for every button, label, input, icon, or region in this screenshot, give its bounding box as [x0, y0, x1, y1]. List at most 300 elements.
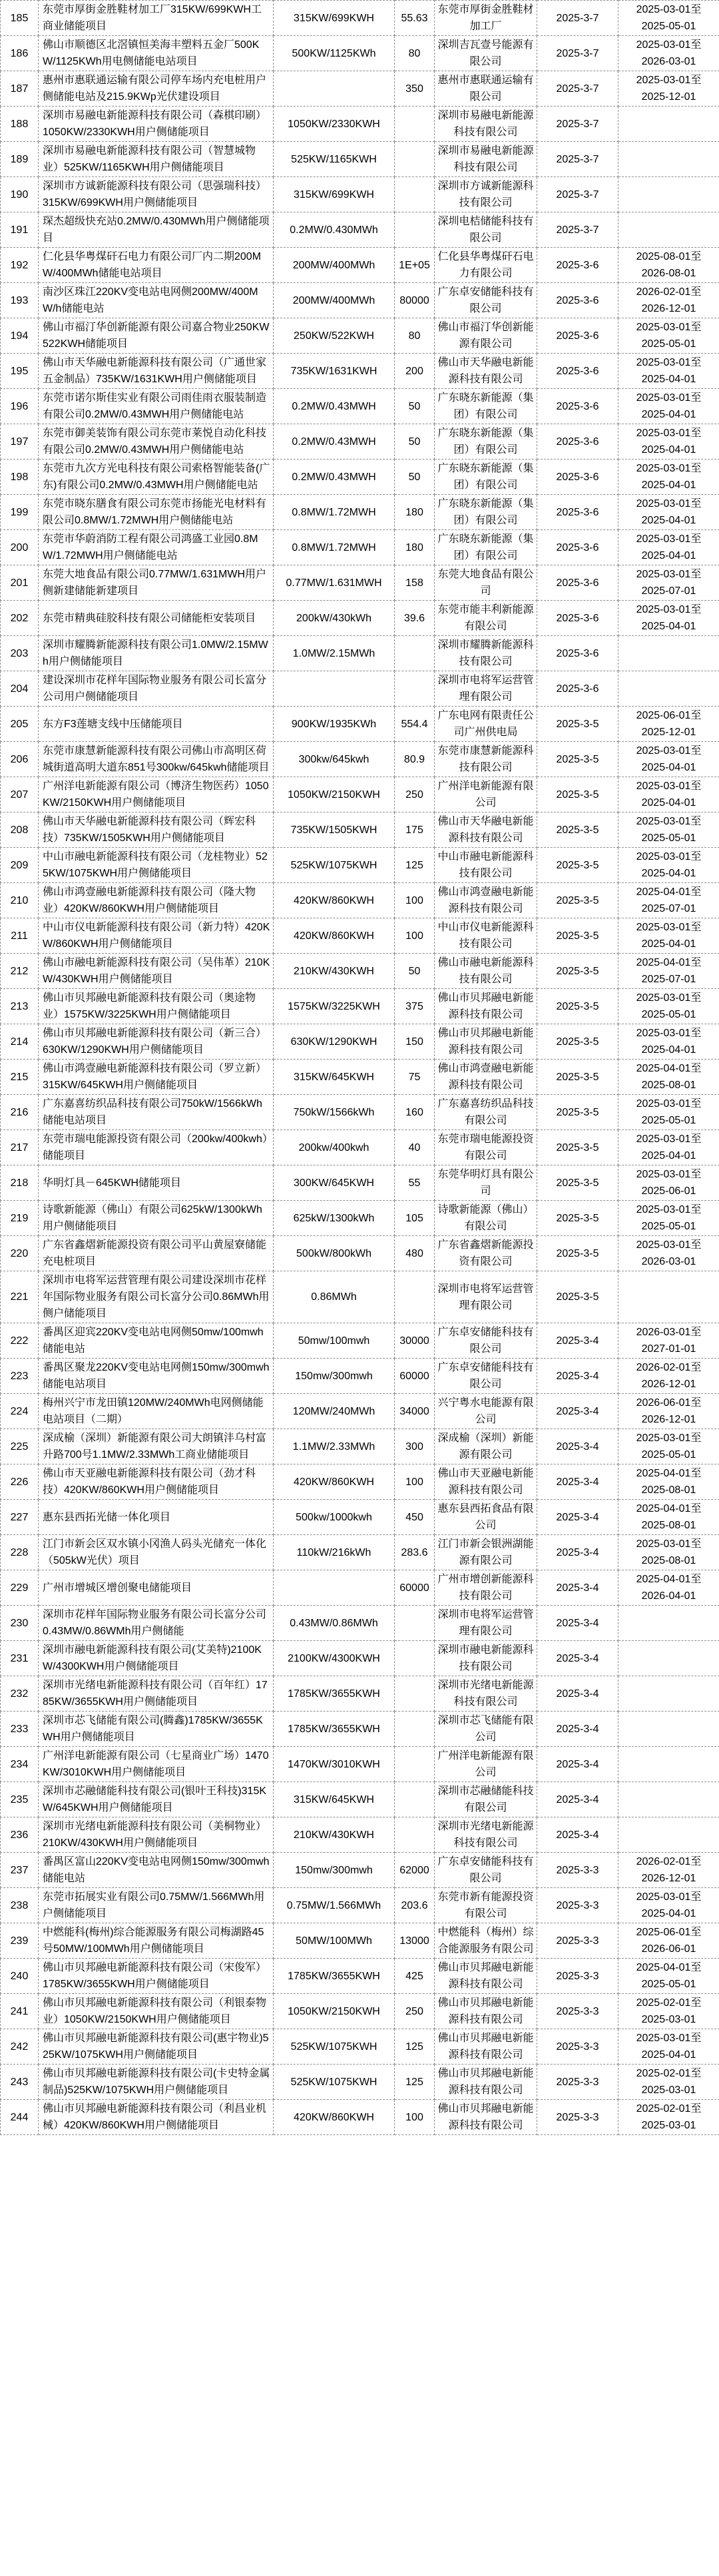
cell-company: 中燃能科（梅州）综合能源服务有限公司: [435, 1923, 537, 1959]
cell-no: 185: [1, 1, 39, 36]
cell-date: 2025-3-5: [537, 1236, 618, 1271]
cell-period: 2025-04-01至 2025-08-01: [618, 1060, 719, 1095]
cell-no: 208: [1, 812, 39, 848]
cell-value: 175: [395, 812, 435, 848]
cell-no: 220: [1, 1236, 39, 1271]
cell-company: 佛山市融电新能源科技有限公司: [435, 954, 537, 989]
cell-no: 189: [1, 142, 39, 177]
cell-date: 2025-3-5: [537, 777, 618, 812]
cell-project: 深圳市芯飞储能有限公司(腾鑫)1785KW/3655KWH用户侧储能项目: [39, 1712, 274, 1747]
cell-date: 2025-3-3: [537, 1853, 618, 1888]
cell-company: 佛山市天华融电新能源科技有限公司: [435, 354, 537, 389]
table-row: [1, 107, 719, 142]
table-row: [1, 1676, 719, 1712]
cell-no: 222: [1, 1323, 39, 1359]
cell-period: [618, 177, 719, 212]
cell-date: 2025-3-4: [537, 1535, 618, 1570]
cell-value: 62000: [395, 1853, 435, 1888]
table-row: [1, 1959, 719, 1994]
cell-company: 广东卓安储能科技有限公司: [435, 283, 537, 318]
cell-project: 仁化县华粤煤矸石电力有限公司厂内二期200MW/400MWh储能电站项目: [39, 248, 274, 283]
cell-company: 佛山市天华融电新能源科技有限公司: [435, 812, 537, 848]
cell-no: 216: [1, 1095, 39, 1130]
cell-company: 广东晓东新能源（集团）有限公司: [435, 530, 537, 565]
table-row: [1, 1641, 719, 1676]
cell-project: 中燃能科(梅州)综合能源服务有限公司梅湖路45号50MW/100MWh用户侧储能项目: [39, 1923, 274, 1959]
cell-date: 2025-3-6: [537, 565, 618, 601]
cell-capacity: 200MW/400MWh: [274, 283, 395, 318]
cell-date: 2025-3-7: [537, 177, 618, 212]
cell-capacity: 1470KW/3010KWH: [274, 1747, 395, 1782]
cell-date: 2025-3-4: [537, 1676, 618, 1712]
cell-value: [395, 1676, 435, 1712]
cell-project: 深圳市芯融储能科技有限公司(银叶王科技)315KW/645KWH用户侧储能项目: [39, 1782, 274, 1817]
cell-date: 2025-3-6: [537, 354, 618, 389]
table-row: [1, 389, 719, 424]
cell-value: 34000: [395, 1394, 435, 1429]
cell-project: 深圳市光绪电新能源科技有限公司（百年红）1785KW/3655KWH用户侧储能项目: [39, 1676, 274, 1712]
cell-period: 2025-03-01至 2025-04-01: [618, 1888, 719, 1923]
cell-capacity: 210KW/430KWH: [274, 954, 395, 989]
cell-date: 2025-3-7: [537, 36, 618, 71]
table-row: [1, 1817, 719, 1853]
cell-project: 广州市增城区增创聚电储能项目: [39, 1570, 274, 1606]
cell-project: 深圳市花样年国际物业服务有限公司长富分公司0.43MW/0.86WMh用户侧储能: [39, 1606, 274, 1641]
cell-date: 2025-3-4: [537, 1359, 618, 1394]
cell-date: 2025-3-4: [537, 1394, 618, 1429]
table-row: [1, 1500, 719, 1535]
cell-period: 2025-04-01至 2025-07-01: [618, 883, 719, 918]
cell-capacity: 750kW/1566kWh: [274, 1095, 395, 1130]
cell-no: 239: [1, 1923, 39, 1959]
cell-date: 2025-3-3: [537, 1994, 618, 2029]
cell-no: 232: [1, 1676, 39, 1712]
table-row: [1, 671, 719, 707]
cell-project: 广州洋电新能源有限公司（七星商业广场）1470KW/3010KWH用户侧储能项目: [39, 1747, 274, 1782]
cell-project: 佛山市贝邦融电新能源科技有限公司（奥途物业）1575KW/3225KWH用户侧储能项目: [39, 989, 274, 1024]
cell-project: 佛山市贝邦融电新能源科技有限公司(惠宇物业)525KW/1075KWH用户侧储能项目: [39, 2029, 274, 2065]
cell-project: 东莞市瑞电能源投资有限公司（200kw/400kwh）储能项目: [39, 1130, 274, 1165]
cell-period: 2025-03-01至 2025-04-01: [618, 495, 719, 530]
cell-no: 227: [1, 1500, 39, 1535]
cell-date: 2025-3-5: [537, 1130, 618, 1165]
cell-capacity: 525KW/1075KWH: [274, 848, 395, 883]
table-row: [1, 177, 719, 212]
cell-date: 2025-3-6: [537, 495, 618, 530]
cell-period: 2025-03-01至 2025-04-01: [618, 601, 719, 636]
cell-capacity: 420KW/860KWH: [274, 883, 395, 918]
cell-capacity: 0.75MW/1.566MWh: [274, 1888, 395, 1923]
cell-capacity: 315KW/645KWH: [274, 1060, 395, 1095]
cell-capacity: 420KW/860KWH: [274, 1464, 395, 1500]
cell-capacity: 1575KW/3225KWH: [274, 989, 395, 1024]
cell-period: 2025-03-01至 2025-06-01: [618, 1165, 719, 1201]
cell-project: 深圳市易融电新能源科技有限公司（森棋印刷）1050KW/2330KWH用户侧储能项目: [39, 107, 274, 142]
cell-period: 2026-06-01至 2026-12-01: [618, 1394, 719, 1429]
cell-company: 深圳市电将军运营管理有限公司: [435, 1271, 537, 1323]
cell-no: 234: [1, 1747, 39, 1782]
table-row: [1, 1271, 719, 1323]
cell-company: 东莞市康慧新能源科技有限公司: [435, 742, 537, 777]
cell-capacity: 420KW/860KWH: [274, 2100, 395, 2135]
cell-period: 2025-04-01至 2025-08-01: [618, 1464, 719, 1500]
cell-no: 198: [1, 460, 39, 495]
cell-company: 广东嘉喜纺织品科技有限公司: [435, 1095, 537, 1130]
cell-project: 华明灯具－645KWH储能项目: [39, 1165, 274, 1201]
table-row: [1, 142, 719, 177]
cell-capacity: [274, 71, 395, 107]
cell-project: 佛山市天华融电新能源科技有限公司（辉宏科技）735KW/1505KWH用户侧储能项目: [39, 812, 274, 848]
cell-project: 诗歌新能源（佛山）有限公司625kW/1300kWh用户侧储能项目: [39, 1201, 274, 1236]
cell-date: 2025-3-4: [537, 1429, 618, 1464]
cell-value: 50: [395, 954, 435, 989]
cell-period: 2025-03-01至 2025-04-01: [618, 918, 719, 954]
cell-value: 80000: [395, 283, 435, 318]
cell-no: 191: [1, 212, 39, 248]
cell-value: 480: [395, 1236, 435, 1271]
cell-capacity: 50mw/100mwh: [274, 1323, 395, 1359]
cell-company: 佛山市贝邦融电新能源科技有限公司: [435, 989, 537, 1024]
table-row: [1, 1095, 719, 1130]
cell-date: 2025-3-5: [537, 918, 618, 954]
table-row: [1, 1535, 719, 1570]
cell-company: 广东卓安储能科技有限公司: [435, 1323, 537, 1359]
table-row: [1, 777, 719, 812]
cell-company: 广东晓东新能源（集团）有限公司: [435, 389, 537, 424]
cell-value: 200: [395, 354, 435, 389]
cell-company: 惠东县西拓食品有限公司: [435, 1500, 537, 1535]
cell-project: 东莞市华蔚消防工程有限公司鸿盛工业园0.8MW/1.72MWH用户侧储能电站: [39, 530, 274, 565]
cell-value: [395, 142, 435, 177]
cell-capacity: 315KW/645KWH: [274, 1782, 395, 1817]
table-row: [1, 1782, 719, 1817]
cell-period: 2025-03-01至 2025-04-01: [618, 354, 719, 389]
cell-no: 202: [1, 601, 39, 636]
table-row: [1, 1024, 719, 1060]
table-row: [1, 424, 719, 460]
cell-no: 194: [1, 318, 39, 354]
cell-no: 204: [1, 671, 39, 707]
cell-date: 2025-3-5: [537, 989, 618, 1024]
table-row: [1, 460, 719, 495]
cell-company: 兴宁粤水电能源有限公司: [435, 1394, 537, 1429]
cell-company: 深圳市光绪电新能源科技有限公司: [435, 1817, 537, 1853]
cell-period: [618, 107, 719, 142]
cell-date: 2025-3-6: [537, 318, 618, 354]
cell-no: 228: [1, 1535, 39, 1570]
cell-date: 2025-3-5: [537, 883, 618, 918]
cell-no: 242: [1, 2029, 39, 2065]
cell-project: 惠东县西拓光储一体化项目: [39, 1500, 274, 1535]
cell-value: 250: [395, 777, 435, 812]
cell-company: 深圳市耀腾新能源科技有限公司: [435, 636, 537, 671]
cell-value: [395, 1641, 435, 1676]
cell-period: [618, 671, 719, 707]
cell-capacity: 0.86MWh: [274, 1271, 395, 1323]
cell-date: 2025-3-3: [537, 2065, 618, 2100]
cell-no: 196: [1, 389, 39, 424]
cell-no: 203: [1, 636, 39, 671]
cell-project: 深成榆（深圳）新能源有限公司大朗镇沣乌村富升路700号1.1MW/2.33MWh工商业储能项目: [39, 1429, 274, 1464]
cell-no: 235: [1, 1782, 39, 1817]
cell-project: 番禺区聚龙220KV变电站电网侧150mw/300mwh储能电站项目: [39, 1359, 274, 1394]
cell-value: [395, 1606, 435, 1641]
cell-period: [618, 1782, 719, 1817]
cell-value: [395, 1712, 435, 1747]
cell-company: 深圳电桔储能科技有限公司: [435, 212, 537, 248]
cell-no: 215: [1, 1060, 39, 1095]
cell-capacity: 0.8MW/1.72MWH: [274, 530, 395, 565]
table-row: [1, 883, 719, 918]
cell-capacity: 1050KW/2150KWH: [274, 777, 395, 812]
table-row: [1, 495, 719, 530]
cell-period: 2025-02-01至 2025-03-01: [618, 2100, 719, 2135]
cell-period: 2025-03-01至 2025-05-01: [618, 318, 719, 354]
cell-value: 100: [395, 2100, 435, 2135]
cell-no: 205: [1, 707, 39, 742]
cell-company: 诗歌新能源（佛山）有限公司: [435, 1201, 537, 1236]
table-row: [1, 636, 719, 671]
cell-company: 佛山市天亚融电新能源科技有限公司: [435, 1464, 537, 1500]
cell-no: 224: [1, 1394, 39, 1429]
cell-no: 219: [1, 1201, 39, 1236]
cell-value: 450: [395, 1500, 435, 1535]
table-row: [1, 36, 719, 71]
cell-date: 2025-3-4: [537, 1641, 618, 1676]
cell-period: 2025-03-01至 2025-05-01: [618, 1095, 719, 1130]
cell-value: 39.6: [395, 601, 435, 636]
cell-capacity: 315KW/699KWH: [274, 177, 395, 212]
cell-capacity: 525KW/1075KWH: [274, 2029, 395, 2065]
cell-no: 218: [1, 1165, 39, 1201]
cell-no: 231: [1, 1641, 39, 1676]
table-row: [1, 1165, 719, 1201]
cell-capacity: 50MW/100MWh: [274, 1923, 395, 1959]
cell-project: 南沙区珠江220KV变电站电网侧200MW/400MW/h储能电站: [39, 283, 274, 318]
cell-date: 2025-3-6: [537, 248, 618, 283]
cell-company: 广东卓安储能科技有限公司: [435, 1359, 537, 1394]
cell-value: [395, 636, 435, 671]
cell-no: 212: [1, 954, 39, 989]
cell-company: 江门市新会银洲湖能源有限公司: [435, 1535, 537, 1570]
table-row: [1, 1606, 719, 1641]
cell-date: 2025-3-4: [537, 1782, 618, 1817]
cell-company: 中山市融电新能源科技有限公司: [435, 848, 537, 883]
cell-capacity: 525KW/1165KWH: [274, 142, 395, 177]
cell-project: 东莞大地食品有限公司0.77MW/1.631MWH用户侧新建储能新建项目: [39, 565, 274, 601]
table-row: [1, 1994, 719, 2029]
cell-date: 2025-3-4: [537, 1500, 618, 1535]
cell-period: 2025-04-01至 2026-04-01: [618, 1570, 719, 1606]
table-row: [1, 283, 719, 318]
cell-period: [618, 1641, 719, 1676]
cell-capacity: 420KW/860KWH: [274, 918, 395, 954]
cell-period: 2025-03-01至 2025-05-01: [618, 1429, 719, 1464]
cell-no: 237: [1, 1853, 39, 1888]
cell-project: 佛山市贝邦融电新能源科技有限公司（利银泰物业）1050KW/2150KWH用户侧储能项目: [39, 1994, 274, 2029]
cell-company: 深圳市易融电新能源科技有限公司: [435, 107, 537, 142]
table-row: [1, 1, 719, 36]
table-row: [1, 1570, 719, 1606]
cell-date: 2025-3-4: [537, 1747, 618, 1782]
cell-project: 中山市融电新能源科技有限公司（龙桂物业）525KW/1075KWH用户侧储能项目: [39, 848, 274, 883]
cell-value: [395, 107, 435, 142]
cell-period: 2025-03-01至 2025-04-01: [618, 1130, 719, 1165]
cell-period: 2025-08-01至 2026-08-01: [618, 248, 719, 283]
cell-date: 2025-3-3: [537, 1923, 618, 1959]
cell-capacity: 300KW/645KWH: [274, 1165, 395, 1201]
cell-no: 221: [1, 1271, 39, 1323]
cell-value: [395, 1782, 435, 1817]
table-row: [1, 71, 719, 107]
cell-company: 广东卓安储能科技有限公司: [435, 1853, 537, 1888]
cell-value: 1E+05: [395, 248, 435, 283]
cell-date: 2025-3-7: [537, 142, 618, 177]
cell-period: 2025-03-01至 2025-04-01: [618, 2029, 719, 2065]
cell-date: 2025-3-4: [537, 1712, 618, 1747]
cell-no: 230: [1, 1606, 39, 1641]
cell-value: [395, 1747, 435, 1782]
cell-company: 广东晓东新能源（集团）有限公司: [435, 424, 537, 460]
cell-value: 55.63: [395, 1, 435, 36]
cell-capacity: 735KW/1505KWH: [274, 812, 395, 848]
cell-no: 211: [1, 918, 39, 954]
cell-value: 250: [395, 1994, 435, 2029]
cell-company: 佛山市贝邦融电新能源科技有限公司: [435, 2029, 537, 2065]
cell-period: 2025-03-01至 2025-12-01: [618, 71, 719, 107]
cell-date: 2025-3-5: [537, 812, 618, 848]
cell-capacity: 500KW/1125KWh: [274, 36, 395, 71]
cell-date: 2025-3-3: [537, 2029, 618, 2065]
cell-date: 2025-3-3: [537, 1888, 618, 1923]
cell-value: 80: [395, 36, 435, 71]
cell-no: 190: [1, 177, 39, 212]
cell-period: [618, 636, 719, 671]
cell-value: 50: [395, 424, 435, 460]
cell-date: 2025-3-7: [537, 71, 618, 107]
cell-capacity: 0.2MW/0.43MWH: [274, 460, 395, 495]
cell-company: 东莞市瑞电能源投资有限公司: [435, 1130, 537, 1165]
cell-company: 广州洋电新能源有限公司: [435, 1747, 537, 1782]
cell-no: 244: [1, 2100, 39, 2135]
cell-capacity: 525KW/1075KWH: [274, 2065, 395, 2100]
cell-project: 江门市新会区双水镇小冈渔人码头光储充一体化（505kW光伏）项目: [39, 1535, 274, 1570]
cell-date: 2025-3-5: [537, 1201, 618, 1236]
table-row: [1, 1853, 719, 1888]
cell-project: 佛山市鸿壹融电新能源科技有限公司（隆大物业）420KW/860KWH用户侧储能项目: [39, 883, 274, 918]
cell-no: 213: [1, 989, 39, 1024]
cell-capacity: 0.43MW/0.86MWh: [274, 1606, 395, 1641]
cell-no: 200: [1, 530, 39, 565]
cell-date: 2025-3-5: [537, 848, 618, 883]
cell-no: 225: [1, 1429, 39, 1464]
table-row: [1, 742, 719, 777]
cell-value: 283.6: [395, 1535, 435, 1570]
cell-company: 深圳市方诚新能源科技有限公司: [435, 177, 537, 212]
cell-date: 2025-3-6: [537, 530, 618, 565]
cell-project: 东莞市晓东膳食有限公司东莞市扬能光电材料有限公司0.8MW/1.72MWH用户侧储能电站: [39, 495, 274, 530]
table-row: [1, 1712, 719, 1747]
cell-value: 203.6: [395, 1888, 435, 1923]
cell-company: 深圳市融电新能源科技有限公司: [435, 1641, 537, 1676]
cell-no: 238: [1, 1888, 39, 1923]
cell-no: 229: [1, 1570, 39, 1606]
cell-period: [618, 1817, 719, 1853]
table-row: [1, 1323, 719, 1359]
cell-value: 105: [395, 1201, 435, 1236]
cell-capacity: 625kW/1300kWh: [274, 1201, 395, 1236]
cell-no: 210: [1, 883, 39, 918]
cell-value: 350: [395, 71, 435, 107]
cell-capacity: 200kW/430kWh: [274, 601, 395, 636]
cell-value: 13000: [395, 1923, 435, 1959]
cell-value: 60000: [395, 1359, 435, 1394]
cell-no: 197: [1, 424, 39, 460]
cell-capacity: 1.0MW/2.15MWh: [274, 636, 395, 671]
cell-capacity: 315KW/699KWH: [274, 1, 395, 36]
cell-company: 广东晓东新能源（集团）有限公司: [435, 460, 537, 495]
cell-company: 惠州市惠联通运输有限公司: [435, 71, 537, 107]
cell-project: 广州洋电新能源有限公司（博济生物医药）1050KW/2150KWH用户侧储能项目: [39, 777, 274, 812]
cell-period: 2025-04-01至 2025-07-01: [618, 954, 719, 989]
cell-no: 206: [1, 742, 39, 777]
cell-period: 2025-02-01至 2025-03-01: [618, 2065, 719, 2100]
cell-no: 186: [1, 36, 39, 71]
cell-period: [618, 1747, 719, 1782]
cell-company: 佛山市贝邦融电新能源科技有限公司: [435, 2100, 537, 2135]
cell-company: 中山市仪电新能源科技有限公司: [435, 918, 537, 954]
cell-value: 80.9: [395, 742, 435, 777]
cell-period: 2026-02-01至 2026-12-01: [618, 1853, 719, 1888]
cell-value: [395, 1271, 435, 1323]
cell-project: 深圳市光绪电新能源科技有限公司（美桐物业）210KW/430KWH用户侧储能项目: [39, 1817, 274, 1853]
table-row: [1, 565, 719, 601]
cell-date: 2025-3-5: [537, 707, 618, 742]
table-row: [1, 1201, 719, 1236]
cell-period: 2025-03-01至 2026-03-01: [618, 36, 719, 71]
cell-capacity: 200MW/400MWh: [274, 248, 395, 283]
cell-capacity: [274, 671, 395, 707]
cell-company: 佛山市鸿壹融电新能源科技有限公司: [435, 883, 537, 918]
cell-project: 东莞市康慧新能源科技有限公司佛山市高明区荷城街道高明大道东851号300kw/645kwh储能项目: [39, 742, 274, 777]
table-row: [1, 248, 719, 283]
cell-value: 150: [395, 1024, 435, 1060]
cell-project: 佛山市贝邦融电新能源科技有限公司（宋俊军）1785KW/3655KWH用户侧储能项目: [39, 1959, 274, 1994]
table-row: [1, 1747, 719, 1782]
cell-capacity: 200kw/400kwh: [274, 1130, 395, 1165]
cell-period: [618, 1271, 719, 1323]
cell-capacity: 150mw/300mwh: [274, 1359, 395, 1394]
cell-capacity: 500kw/1000kwh: [274, 1500, 395, 1535]
cell-date: 2025-3-6: [537, 283, 618, 318]
cell-period: 2026-02-01至 2026-12-01: [618, 1359, 719, 1394]
cell-value: 554.4: [395, 707, 435, 742]
cell-date: 2025-3-5: [537, 954, 618, 989]
cell-value: 425: [395, 1959, 435, 1994]
cell-project: 琛杰超级快充站0.2MW/0.430MWh用户侧储能项目: [39, 212, 274, 248]
cell-date: 2025-3-3: [537, 1959, 618, 1994]
table-row: [1, 601, 719, 636]
cell-no: 193: [1, 283, 39, 318]
cell-project: 佛山市福汀华创新能源有限公司嘉合物业250KW 522KWH储能项目: [39, 318, 274, 354]
cell-project: 惠州市惠联通运输有限公司停车场内充电桩用户侧储能电站及215.9KWp光伏建设项目: [39, 71, 274, 107]
cell-period: 2025-03-01至 2025-08-01: [618, 1535, 719, 1570]
cell-capacity: 110kW/216kWh: [274, 1535, 395, 1570]
cell-period: [618, 142, 719, 177]
table-row: [1, 1130, 719, 1165]
cell-period: [618, 1712, 719, 1747]
cell-value: 300: [395, 1429, 435, 1464]
